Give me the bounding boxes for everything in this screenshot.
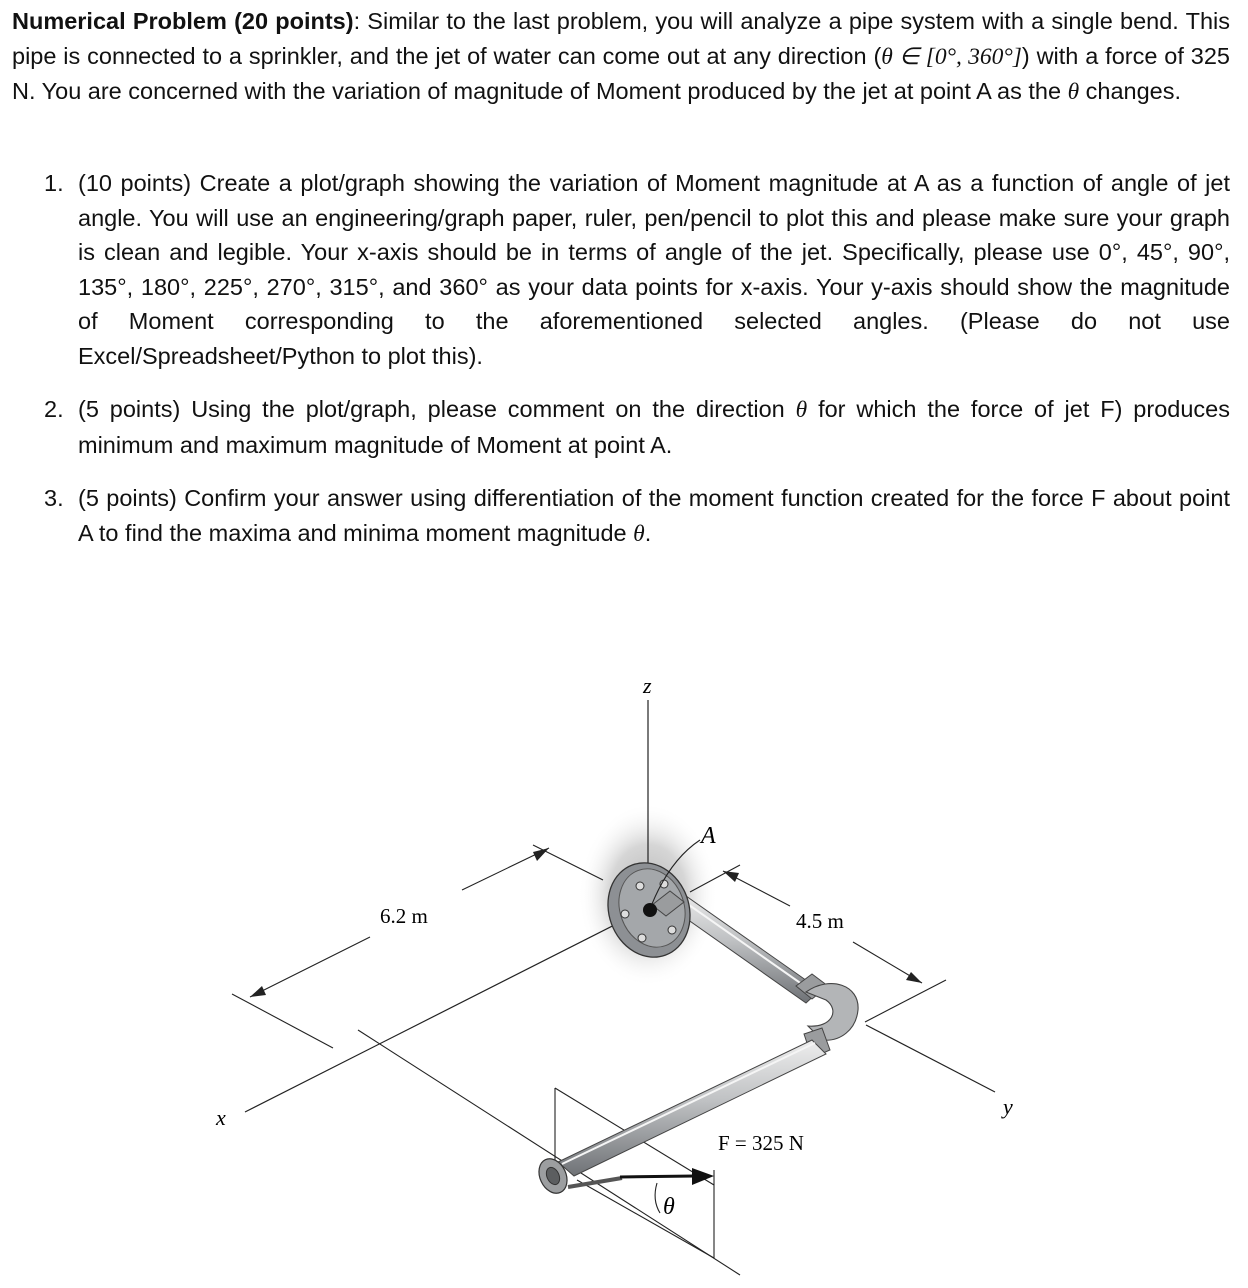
x-axis — [245, 912, 640, 1112]
dim-x-arrow-top — [533, 848, 549, 861]
z-axis-label: z — [643, 673, 652, 698]
dim-x-arrow-bottom — [250, 986, 266, 997]
pipe-segment-lower — [558, 1040, 826, 1176]
plane-line-diagonal — [358, 1030, 740, 1275]
angle-label: θ — [663, 1194, 675, 1220]
question-text-2a: (5 points) Using the plot/graph, please comment on the direction — [78, 396, 796, 422]
dim-x-extension-bottom — [232, 994, 333, 1048]
dim-y-extension — [865, 980, 946, 1022]
intro-text-3: changes. — [1079, 78, 1182, 104]
question-list — [44, 166, 1230, 570]
nozzle-jet-pipe — [568, 1178, 622, 1187]
y-axis — [866, 1025, 995, 1092]
angle-arc — [655, 1183, 660, 1213]
force-arrow-shaft — [620, 1176, 695, 1177]
dim-y-arrow-top — [723, 871, 739, 882]
force-label: F = 325 N — [718, 1131, 804, 1155]
question-theta-3: θ — [633, 520, 645, 547]
question-theta-2: θ — [795, 397, 808, 423]
question-item-3 — [44, 481, 1230, 551]
angle-ref-line — [577, 1180, 714, 1258]
question-text-1: (10 points) Create a plot/graph showing the variation of Moment magnitude at A as a function of angle of jet angle. You will use an engineering/graph paper, ruler, pen/pencil to plot this and please make sure your graph is clean and legible. Your x-axis should be in terms of angle of the jet. Specifically, please use 0°, 45°, 90°, 135°, 180°, 225°, 270°, 315°, and 360° as your data points for x-axis. Your y-axis should show the magnitude of Moment corresponding to the aforementioned selected angles. (Please do not use Excel/Spreadsheet/Python to plot this). — [78, 170, 1230, 369]
problem-statement — [12, 4, 1230, 110]
flange-bolt — [621, 910, 629, 918]
question-text-2b: for which the force of jet F) produces minimum and maximum magnitude of Moment at point A. — [78, 396, 1230, 458]
dim-x-line-lower — [250, 937, 370, 997]
question-number-3: 3. — [44, 485, 64, 511]
flange-bolt — [638, 934, 646, 942]
dim-y-arrow-bottom — [906, 972, 922, 983]
pipe-diagram — [0, 600, 1248, 1288]
flange-bolt — [636, 882, 644, 890]
flange-bolt — [668, 926, 676, 934]
point-a-label: A — [701, 823, 716, 849]
dim-x-label: 6.2 m — [380, 904, 428, 928]
theta-symbol: θ — [1067, 79, 1080, 105]
question-text-3a: (5 points) Confirm your answer using differentiation of the moment function created for the force F about point A to find the maxima and minima moment magnitude — [78, 485, 1230, 546]
dim-y-label: 4.5 m — [796, 909, 844, 933]
problem-heading: Numerical Problem (20 points) — [12, 8, 354, 34]
question-item-1 — [44, 166, 1230, 373]
point-a-marker — [643, 903, 657, 917]
question-number-1: 1. — [44, 170, 64, 196]
theta-range: θ ∈ [0°, 360°] — [881, 43, 1022, 70]
question-item-2 — [44, 392, 1230, 462]
intro-text-1: : Similar to the last problem, you will analyze a pipe system with a single bend. This pipe is connected to a sprinkler, and the jet of water can come out at any direction ( — [12, 8, 1230, 69]
x-axis-label: x — [216, 1105, 226, 1130]
intro-text-2: ) with a force of 325 N. You are concerned with the variation of magnitude of Moment produced by the jet at point A as the — [12, 42, 1230, 104]
question-text-3b: . — [644, 519, 652, 546]
question-number-2: 2. — [44, 396, 64, 422]
y-axis-label: y — [1003, 1094, 1013, 1119]
